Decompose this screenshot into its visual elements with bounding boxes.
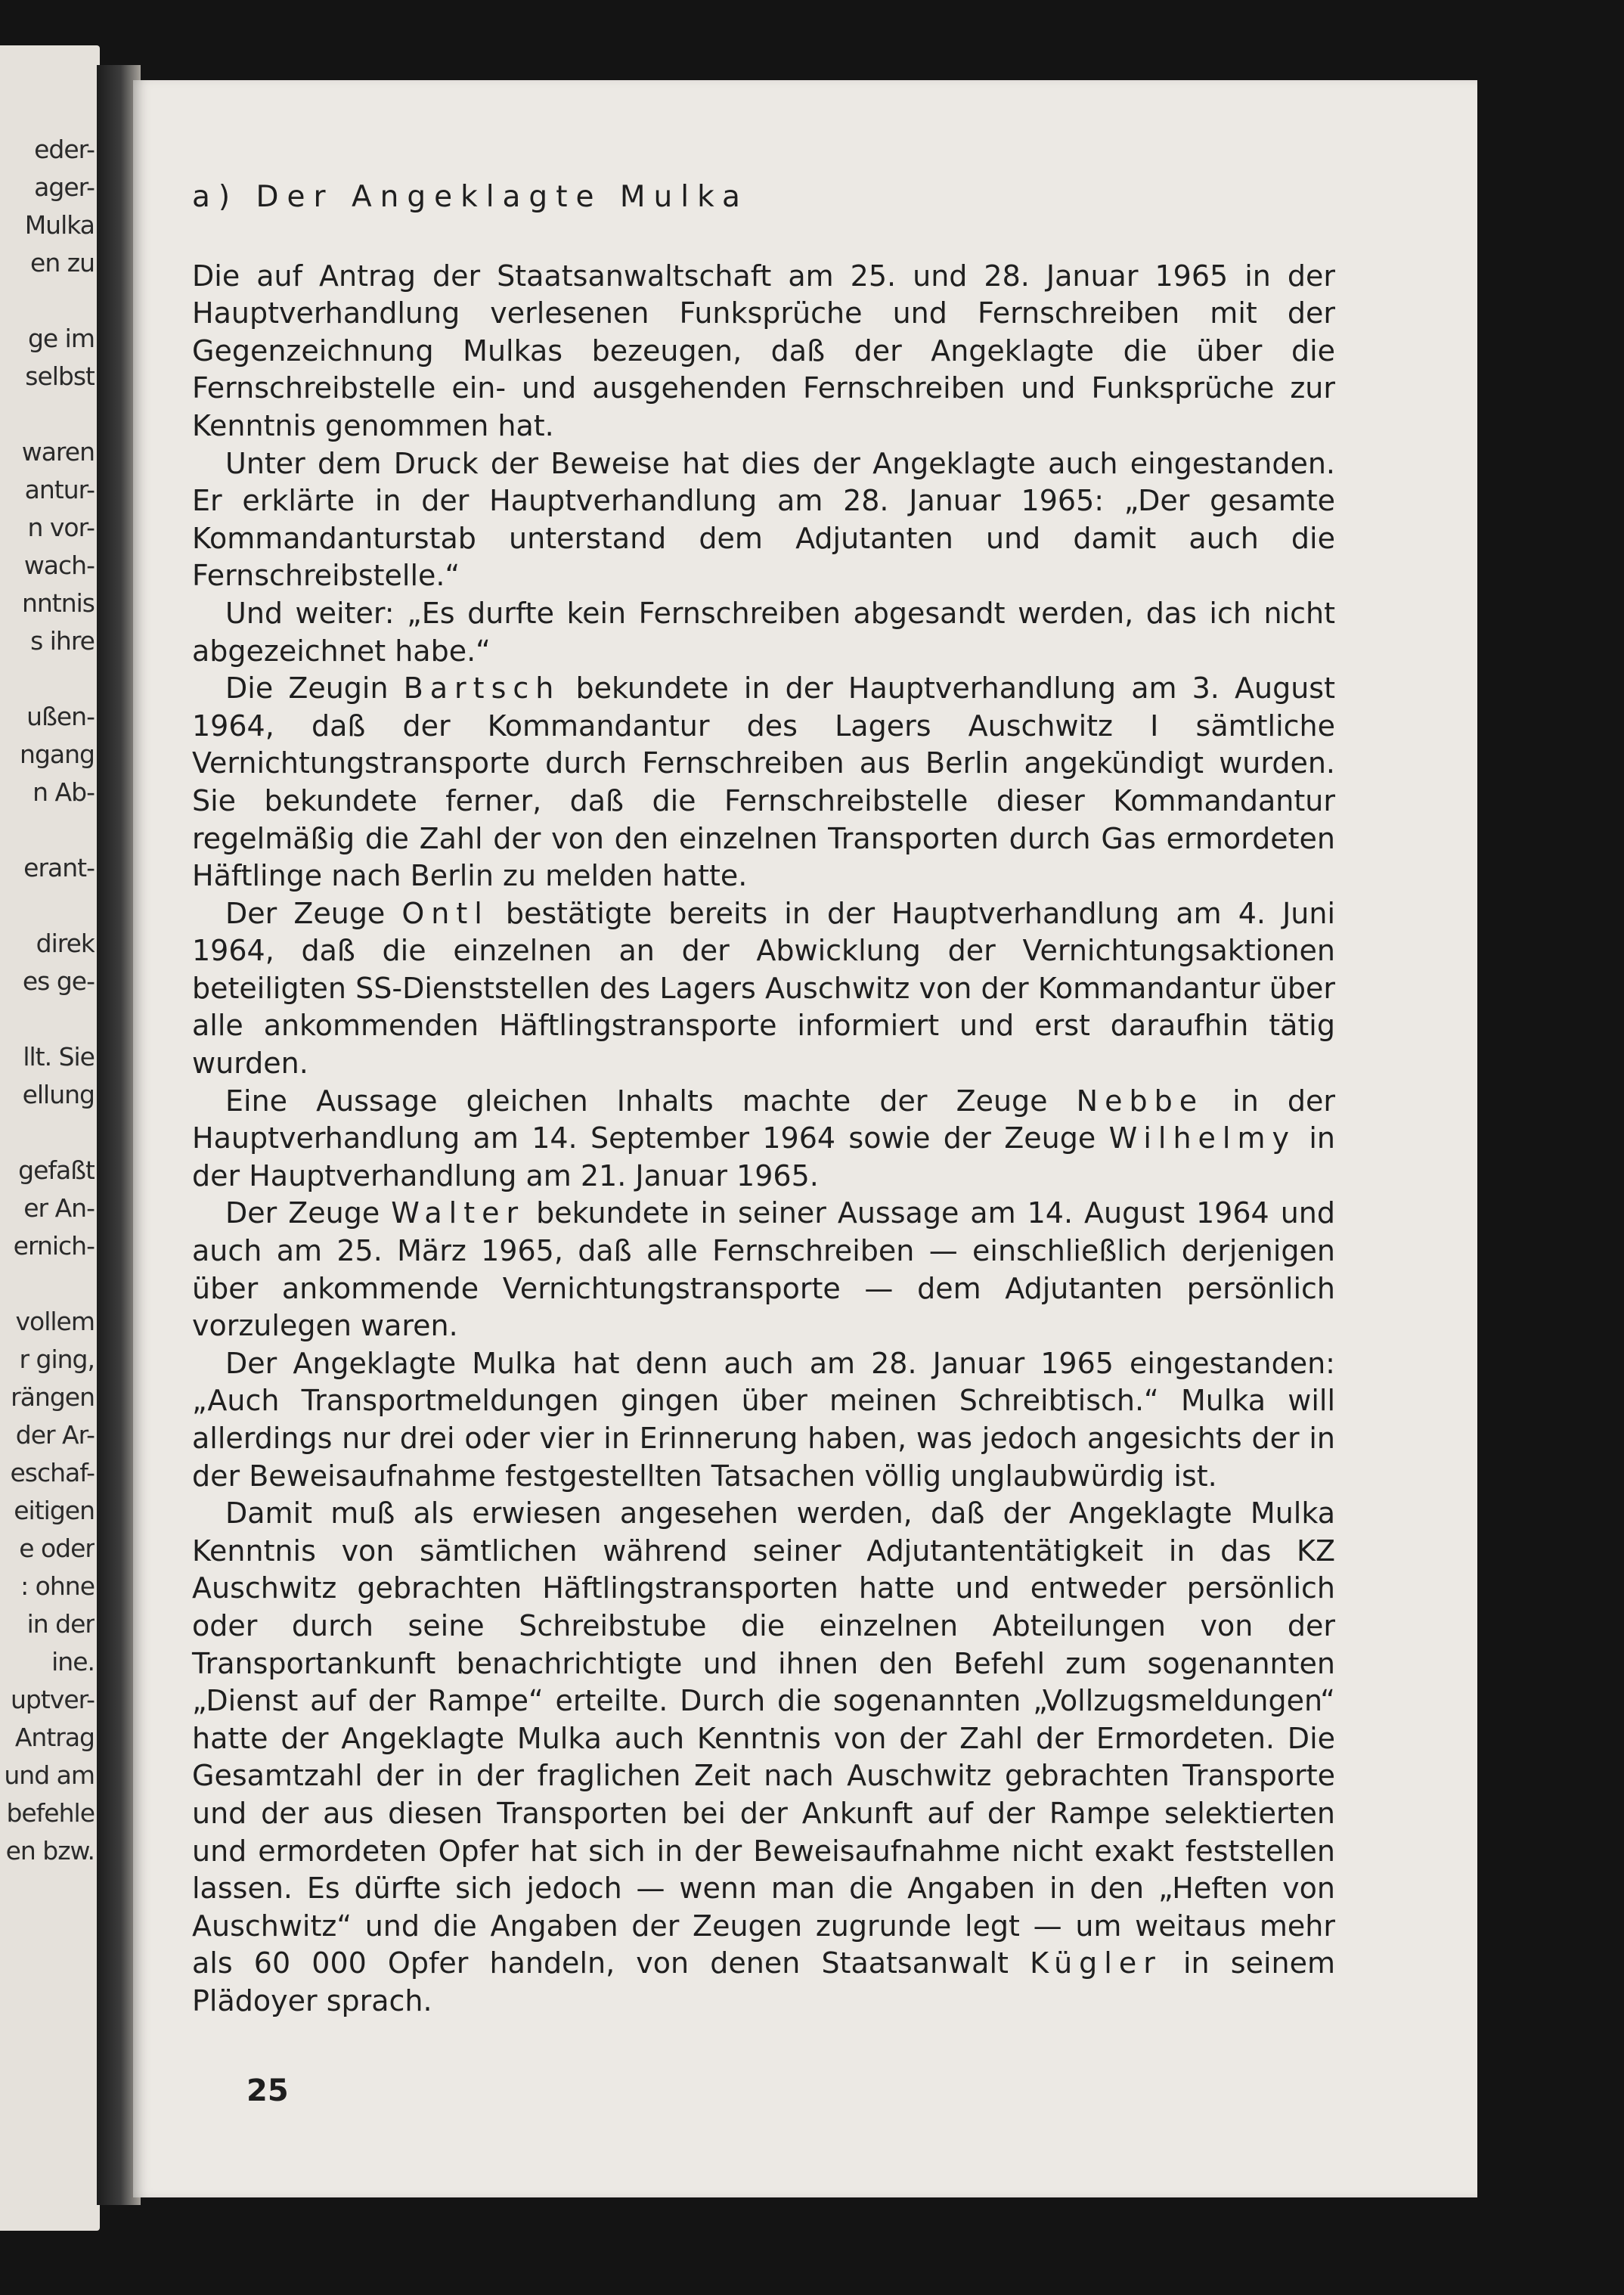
- left-page-fragment: rängen: [11, 1382, 95, 1412]
- text-segment: Eine Aussage gleichen Inhalts machte der Zeuge: [225, 1084, 1077, 1118]
- left-page-fragment: befehle: [6, 1798, 95, 1828]
- witness-name-ontl: Ontl: [401, 896, 489, 930]
- left-page-fragment: ge im: [27, 324, 95, 353]
- left-page-fragment: Antrag: [14, 1723, 95, 1752]
- paragraph-4: [192, 670, 1335, 895]
- left-page-fragment: s ihre: [30, 626, 95, 656]
- witness-name-wilhelmy: Wilhelmy: [1108, 1121, 1296, 1155]
- text-segment: Die Zeugin: [225, 671, 404, 706]
- left-page-fragment: eitigen: [14, 1496, 95, 1525]
- left-page-fragment: eschaf-: [10, 1458, 95, 1487]
- left-page-fragment: ine.: [51, 1647, 95, 1676]
- text-segment: in seinem Plädoyer sprach.: [192, 1946, 1335, 2017]
- left-page-fragment: direk: [36, 929, 95, 958]
- left-page-fragment: waren: [21, 437, 95, 467]
- left-page-fragment: ellung: [22, 1080, 95, 1109]
- left-page-fragment: ngang: [20, 740, 95, 769]
- paragraph-7: [192, 1195, 1335, 1344]
- left-page-fragment: und am: [4, 1760, 95, 1790]
- left-page-fragment: selbst: [25, 361, 95, 391]
- left-page-fragment: n Ab-: [33, 777, 95, 807]
- text-segment: Der Zeuge: [225, 896, 402, 930]
- left-page-fragment: gefaßt: [18, 1155, 95, 1185]
- paragraph-5: [192, 895, 1335, 1083]
- text-segment: Der Zeuge: [225, 1196, 392, 1230]
- paragraph-6: [192, 1083, 1335, 1196]
- paragraph-8: Der Angeklagte Mulka hat denn auch am 28. Januar 1965 eingestanden: „Auch Transportmeldungen gingen über meinen Schreibtisch.“ Mulka will allerdings nur drei oder vier in Erinnerung haben, was jedoch angesichts der in der Beweisaufnahme festgestellten Tatsachen völlig unglaubwürdig ist.: [192, 1346, 1335, 1493]
- left-page-fragment: er An-: [23, 1193, 95, 1223]
- left-page-fragment: en bzw.: [5, 1836, 95, 1865]
- witness-name-nebbe: Nebbe: [1076, 1084, 1204, 1118]
- left-page-fragment: nntnis: [21, 588, 95, 618]
- paragraph-1: Die auf Antrag der Staatsanwaltschaft am 25. und 28. Januar 1965 in der Hauptverhandlung verlesenen Funksprüche und Fernschreiben mit der Gegenzeichnung Mulkas bezeugen, daß der Angeklagte die über die Fernschreibstelle ein- und ausgehenden Fernschreiben und Funksprüche zur Kenntnis genommen hat.: [192, 259, 1335, 442]
- left-page-fragment: ußen-: [26, 702, 95, 731]
- left-page-fragment: uptver-: [11, 1685, 95, 1714]
- paragraph-3: Und weiter: „Es durfte kein Fernschreiben abgesandt werden, das ich nicht abgezeichnet habe.“: [192, 596, 1335, 668]
- witness-name-bartsch: Bartsch: [403, 671, 561, 706]
- left-page-fragment: eder-: [34, 135, 95, 164]
- left-page-fragment: : ohne: [20, 1571, 95, 1601]
- left-page-fragment: wach-: [23, 550, 95, 580]
- left-page-fragment: antur-: [24, 475, 95, 504]
- left-page-fragment: vollem: [15, 1307, 95, 1336]
- prosecutor-name-kuegler: Kügler: [1030, 1946, 1162, 1980]
- witness-name-walter: Walter: [391, 1196, 525, 1230]
- page-content: [192, 178, 1335, 2021]
- left-page-fragment: der Ar-: [15, 1420, 95, 1450]
- left-page-fragment: in der: [26, 1609, 95, 1639]
- left-page-fragment: n vor-: [27, 513, 95, 542]
- text-segment: bekundete in seiner Aussage am 14. August 1964 und auch am 25. März 1965, daß alle Fernschreiben — einschließlich derjenigen über ankommende Vernichtungstransporte — dem Adjutanten persönlich vorzulegen waren.: [192, 1196, 1335, 1343]
- text-segment: in der Hauptverhandlung am 14. September 1964 sowie der Zeuge: [192, 1084, 1335, 1155]
- text-segment: Damit muß als erwiesen angesehen werden, daß der Angeklagte Mulka Kenntnis von sämtlichen während seiner Adjutantentätigkeit in das KZ Auschwitz gebrachten Häftlingstransporten hatte und entweder persönlich oder durch seine Schreibstube die einzelnen Abteilungen von der Transportankunft benachrichtigte und ihnen den Befehl zum sogenannten „Dienst auf der Rampe“ erteilte. Durch die sogenannten „Vollzugsmeldungen“ hatte der Angeklagte Mulka auch Kenntnis von der Zahl der Ermordeten. Die Gesamtzahl der in der fraglichen Zeit nach Auschwitz gebrachten Transporte und der aus diesen Transporten bei der Ankunft auf der Rampe selektierten und ermordeten Opfer hat sich in der Beweisaufnahme nicht exakt feststellen lassen. Es dürfte sich jedoch — wenn man die Angaben in den „Heften von Auschwitz“ und die Angaben der Zeugen zugrunde legt — um weitaus mehr als 60 000 Opfer handeln, von denen Staatsanwalt: [192, 1496, 1335, 1980]
- text-segment: bekundete in der Hauptverhandlung am 3. August 1964, daß der Kommandantur des Lagers Auschwitz I sämtliche Vernichtungstransporte durch Fernschreiben aus Berlin angekündigt wurden. Sie bekundete ferner, daß die Fernschreibstelle dieser Kommandantur regelmäßig die Zahl der von den einzelnen Transporten durch Gas ermordeten Häftlinge nach Berlin zu melden hatte.: [192, 671, 1335, 893]
- left-page-fragment: ager-: [34, 172, 95, 202]
- left-page-fragment: e oder: [19, 1534, 95, 1563]
- left-page-fragment: Mulka: [24, 210, 95, 240]
- paragraph-2: Unter dem Druck der Beweise hat dies der Angeklagte auch eingestanden. Er erklärte in der Hauptverhandlung am 28. Januar 1965: „Der gesamte Kommandanturstab unterstand dem Adjutanten und damit auch die Fernschreibstelle.“: [192, 446, 1335, 593]
- left-page-fragment: erant-: [23, 853, 95, 882]
- paragraph-9: [192, 1495, 1335, 2020]
- left-page-fragment: en zu: [30, 248, 95, 278]
- left-page-fragment: llt. Sie: [23, 1042, 95, 1072]
- page-number: 25: [246, 2073, 289, 2108]
- text-segment: in der Hauptverhandlung am 21. Januar 1965.: [192, 1121, 1335, 1192]
- section-heading: a) Der Angeklagte Mulka: [192, 180, 748, 214]
- left-page-fragment: ernich-: [13, 1231, 95, 1261]
- text-segment: bestätigte bereits in der Hauptverhandlung am 4. Juni 1964, daß die einzelnen an der Abwicklung der Vernichtungsaktionen beteiligten SS-Dienststellen des Lagers Auschwitz von der Kommandantur über alle ankommenden Häftlingstransporte informiert und erst daraufhin tätig wurden.: [192, 896, 1335, 1081]
- left-page-fragment: r ging,: [19, 1344, 95, 1374]
- left-page-edge: [0, 45, 100, 2231]
- left-page-fragment: es ge-: [22, 966, 95, 996]
